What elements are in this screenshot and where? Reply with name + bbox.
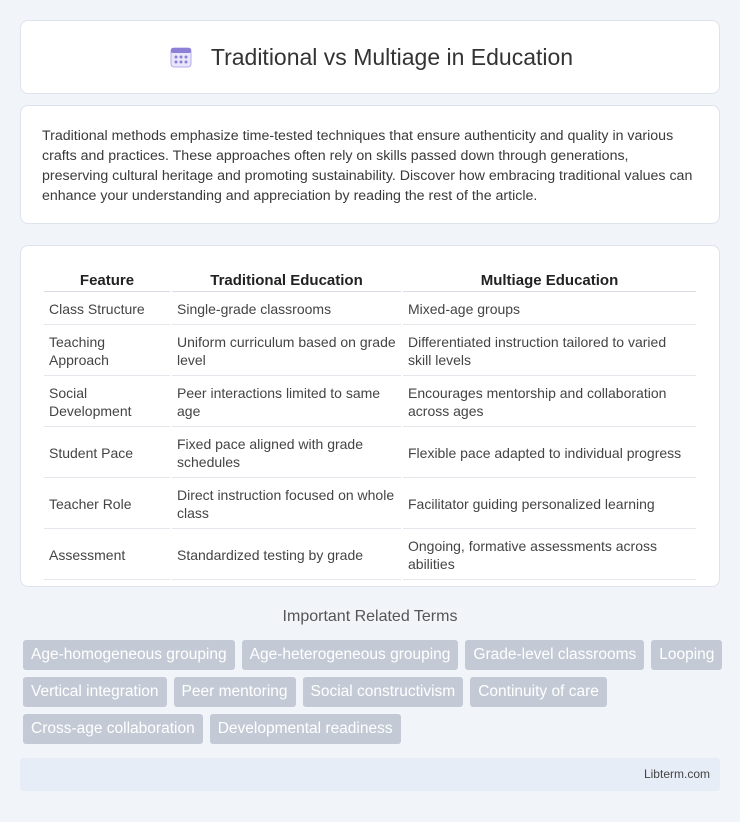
related-terms-list <box>23 640 723 744</box>
term-tag[interactable]: Looping <box>651 640 722 670</box>
table-row <box>44 378 696 427</box>
cell-traditional: Peer interactions limited to same age <box>172 378 401 427</box>
cell-feature: Teacher Role <box>44 480 170 529</box>
page-title: Traditional vs Multiage in Education <box>210 43 574 70</box>
term-tag[interactable]: Continuity of care <box>470 677 607 707</box>
cell-traditional: Single-grade classrooms <box>172 294 401 325</box>
comparison-table <box>42 266 698 582</box>
cell-multiage: Facilitator guiding personalized learning <box>403 480 696 529</box>
cell-multiage: Flexible pace adapted to individual progress <box>403 429 696 478</box>
column-header-feature: Feature <box>44 268 170 292</box>
table-row <box>44 327 696 376</box>
cell-traditional: Uniform curriculum based on grade level <box>172 327 401 376</box>
cell-feature: Class Structure <box>44 294 170 325</box>
cell-traditional: Fixed pace aligned with grade schedules <box>172 429 401 478</box>
term-tag[interactable]: Developmental readiness <box>210 714 401 744</box>
term-tag[interactable]: Age-heterogeneous grouping <box>242 640 459 670</box>
cell-multiage: Ongoing, formative assessments across abilities <box>403 531 696 580</box>
footer <box>20 758 720 791</box>
cell-feature: Assessment <box>44 531 170 580</box>
term-tag[interactable]: Grade-level classrooms <box>465 640 644 670</box>
table-header-row <box>44 268 696 292</box>
table-row <box>44 294 696 325</box>
comparison-table-card <box>20 245 720 587</box>
cell-multiage: Encourages mentorship and collaboration across ages <box>403 378 696 427</box>
intro-text: Traditional methods emphasize time-tested techniques that ensure authenticity and quality in various crafts and practices. These approaches often rely on skills passed down through generations, preserving cultural heritage and promoting sustainability. Discover how embracing traditional values can enhance your understanding and appreciation by reading the rest of the article. <box>42 128 693 204</box>
title-card <box>20 20 720 94</box>
term-tag[interactable]: Age-homogeneous grouping <box>23 640 235 670</box>
related-terms-heading: Important Related Terms <box>282 608 458 625</box>
table-row <box>44 480 696 529</box>
cell-feature: Teaching Approach <box>44 327 170 376</box>
column-header-traditional: Traditional Education <box>172 268 401 292</box>
term-tag[interactable]: Social constructivism <box>303 677 464 707</box>
calendar-grid-icon <box>167 43 195 71</box>
cell-multiage: Mixed-age groups <box>403 294 696 325</box>
cell-feature: Student Pace <box>44 429 170 478</box>
cell-multiage: Differentiated instruction tailored to varied skill levels <box>403 327 696 376</box>
intro-card <box>20 105 720 224</box>
term-tag[interactable]: Peer mentoring <box>174 677 296 707</box>
cell-traditional: Standardized testing by grade <box>172 531 401 580</box>
table-row <box>44 429 696 478</box>
cell-feature: Social Development <box>44 378 170 427</box>
footer-site-link[interactable]: Libterm.com <box>643 767 710 781</box>
term-tag[interactable]: Vertical integration <box>23 677 167 707</box>
term-tag[interactable]: Cross-age collaboration <box>23 714 203 744</box>
table-row <box>44 531 696 580</box>
column-header-multiage: Multiage Education <box>403 268 696 292</box>
cell-traditional: Direct instruction focused on whole class <box>172 480 401 529</box>
